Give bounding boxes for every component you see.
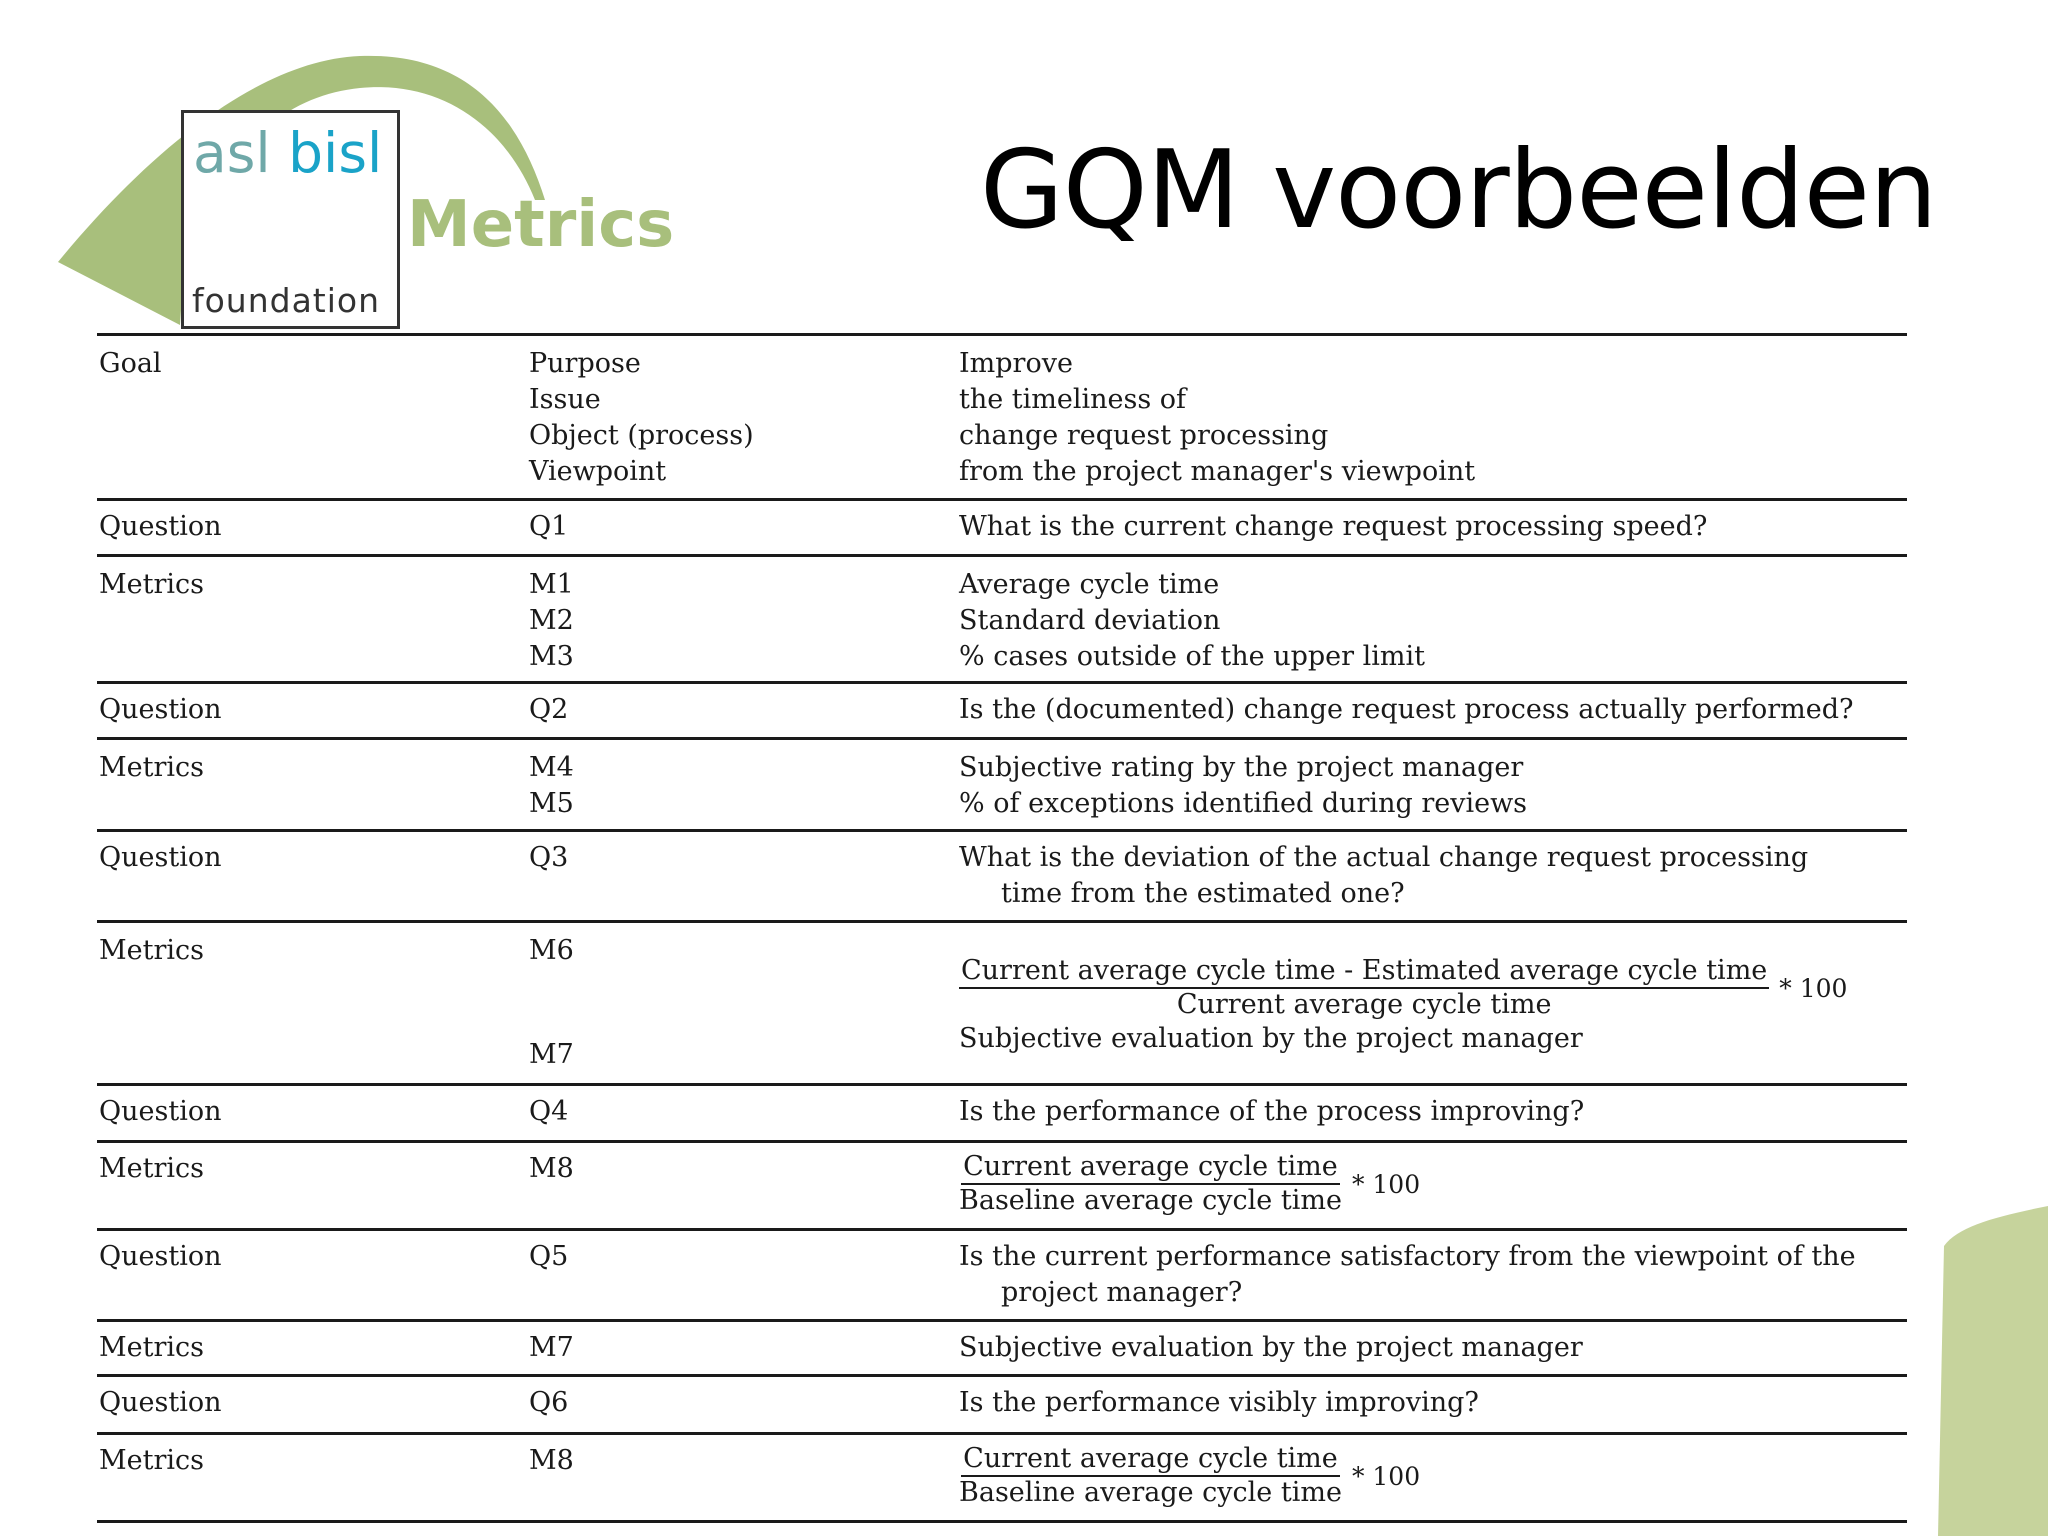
metric-text: Standard deviation xyxy=(959,605,1221,636)
table-row-goal xyxy=(97,333,1907,498)
row-label: Metrics xyxy=(99,1445,204,1476)
formula-multiplier: * 100 xyxy=(1351,1169,1421,1199)
formula-m8-repeat xyxy=(959,1443,1907,1509)
question-text: What is the deviation of the actual change request processing xyxy=(959,842,1809,873)
metric-text: Subjective evaluation by the project manager xyxy=(959,1023,1583,1054)
row-id: M3 xyxy=(529,641,574,672)
row-id: Q3 xyxy=(529,842,569,873)
formula-multiplier: * 100 xyxy=(1779,973,1848,1003)
row-id: Q4 xyxy=(529,1096,569,1127)
row-id: Q2 xyxy=(529,694,569,725)
table-row-metrics xyxy=(97,737,1907,829)
table-row-metrics xyxy=(97,554,1907,681)
metric-text: Average cycle time xyxy=(959,569,1220,600)
goal-key: Viewpoint xyxy=(529,456,667,487)
row-label: Goal xyxy=(99,348,162,379)
logo-metrics-text: Metrics xyxy=(407,188,675,262)
formula-m6 xyxy=(959,955,1907,1021)
formula-denominator: Baseline average cycle time xyxy=(959,1185,1342,1216)
goal-value: change request processing xyxy=(959,420,1329,451)
formula-denominator: Baseline average cycle time xyxy=(959,1477,1342,1508)
row-label: Metrics xyxy=(99,752,204,783)
slide-title: GQM voorbeelden xyxy=(980,128,1937,253)
row-id: M7 xyxy=(529,1039,574,1070)
row-id: M6 xyxy=(529,935,574,966)
question-text: Is the performance visibly improving? xyxy=(959,1387,1479,1418)
table-row-question xyxy=(97,498,1907,554)
row-id: M2 xyxy=(529,605,574,636)
row-label: Question xyxy=(99,511,222,542)
question-text: time from the estimated one? xyxy=(1001,878,1405,909)
row-label: Question xyxy=(99,694,222,725)
goal-key: Object (process) xyxy=(529,420,754,451)
row-label: Metrics xyxy=(99,569,204,600)
question-text: project manager? xyxy=(1001,1277,1243,1308)
goal-value: from the project manager's viewpoint xyxy=(959,456,1476,487)
metric-text: Subjective rating by the project manager xyxy=(959,752,1524,783)
table-row-question xyxy=(97,681,1907,737)
metric-text: Subjective evaluation by the project manager xyxy=(959,1332,1583,1363)
row-id: Q1 xyxy=(529,511,569,542)
table-row-metrics xyxy=(97,920,1907,1083)
row-id: M5 xyxy=(529,788,574,819)
row-label: Question xyxy=(99,842,222,873)
row-label: Metrics xyxy=(99,1153,204,1184)
row-id: M1 xyxy=(529,569,574,600)
question-text: What is the current change request processing speed? xyxy=(959,511,1708,542)
row-label: Metrics xyxy=(99,1332,204,1363)
logo-foundation-text: foundation xyxy=(192,281,381,320)
goal-value: Improve xyxy=(959,348,1073,379)
question-text: Is the current performance satisfactory from the viewpoint of the xyxy=(959,1241,1856,1272)
row-id: M8 xyxy=(529,1153,574,1184)
row-id: Q5 xyxy=(529,1241,569,1272)
row-label: Metrics xyxy=(99,935,204,966)
table-row-question xyxy=(97,829,1907,920)
goal-key: Purpose xyxy=(529,348,641,379)
row-id: Q6 xyxy=(529,1387,569,1418)
row-id: M4 xyxy=(529,752,574,783)
logo-asl-text: asl xyxy=(193,121,271,185)
question-text: Is the performance of the process improving? xyxy=(959,1096,1585,1127)
goal-value: the timeliness of xyxy=(959,384,1187,415)
row-id: M7 xyxy=(529,1332,574,1363)
table-row-metrics xyxy=(97,1319,1907,1374)
gqm-table xyxy=(97,333,1907,1523)
question-text: Is the (documented) change request process actually performed? xyxy=(959,694,1854,725)
corner-decoration xyxy=(1938,1206,2048,1536)
table-row-question xyxy=(97,1228,1907,1319)
formula-numerator: Current average cycle time xyxy=(961,1151,1340,1185)
formula-m8 xyxy=(959,1151,1907,1217)
goal-key: Issue xyxy=(529,384,601,415)
formula-denominator: Current average cycle time xyxy=(1176,989,1552,1020)
row-label: Question xyxy=(99,1387,222,1418)
table-row-metrics xyxy=(97,1140,1907,1228)
logo xyxy=(181,110,400,329)
metric-text: % of exceptions identified during reviews xyxy=(959,788,1528,819)
table-row-question xyxy=(97,1374,1907,1432)
row-label: Question xyxy=(99,1096,222,1127)
row-id: M8 xyxy=(529,1445,574,1476)
table-row-metrics xyxy=(97,1432,1907,1523)
table-row-question xyxy=(97,1083,1907,1140)
metric-text: % cases outside of the upper limit xyxy=(959,641,1425,672)
logo-bisl-text: bisl xyxy=(288,121,383,185)
formula-numerator: Current average cycle time xyxy=(961,1443,1340,1477)
row-label: Question xyxy=(99,1241,222,1272)
formula-multiplier: * 100 xyxy=(1351,1461,1421,1491)
formula-numerator: Current average cycle time - Estimated average cycle time xyxy=(959,955,1769,989)
